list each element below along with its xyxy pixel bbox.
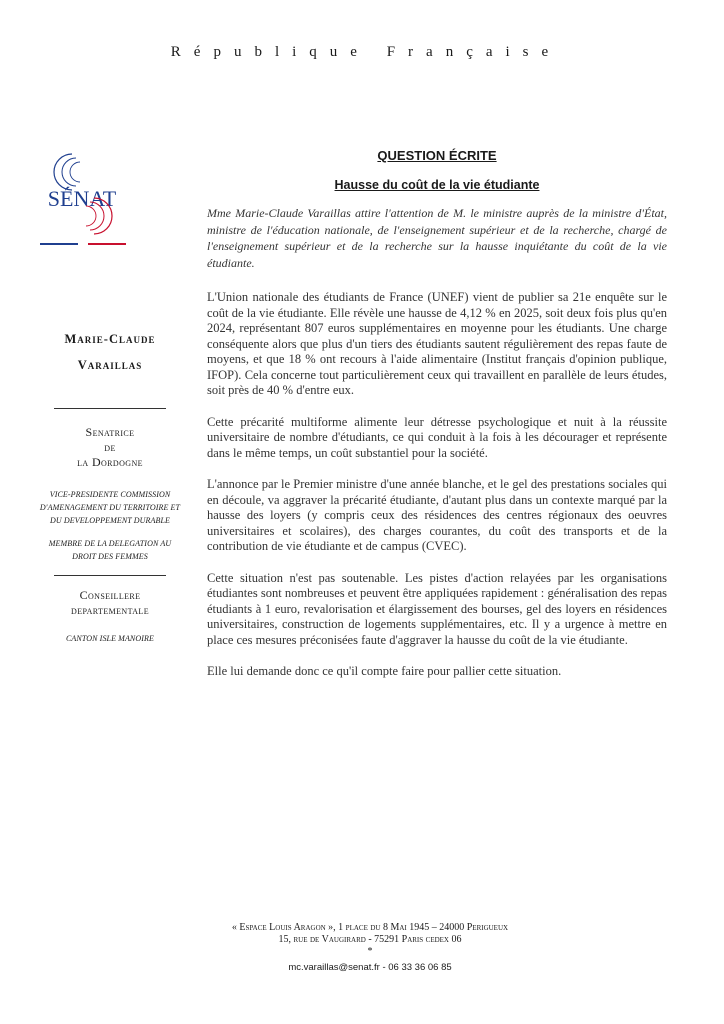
republique-francaise-header: République Française [170,44,562,60]
council-line-1: Conseillere [79,588,141,602]
senator-last-name: Varaillas [77,358,143,372]
question-body [207,148,667,696]
senator-first-name: Marie-Claude [64,332,156,346]
role-line-3: la Dordogne [77,455,143,469]
paragraph: L'Union nationale des étudiants de France (UNEF) vient de publier sa 21e enquête sur le coût de la vie étudiante. Elle révèle une hausse de 4,12 % en 2025, soit deux fois plus qu'en 2024, représentant 807 euros supplémentaires en moyenne pour les étudiants. Une charge conséquente alors que plus d'un tiers des étudiants sautent régulièrement des repas faute de moyens, et que 18 % ont recours à l'aide alimentaire (Institut français d'opinion publique, IFOP). Cela concerne tout particulièrement ceux qui travaillent en parallèle de leurs études, soit près de 40 % d'entre eux. [207,290,667,397]
footer-address-perigueux: « Espace Louis Aragon », 1 place du 8 Mai 1945 – 24000 Perigueux [231,922,509,933]
footer-star: * [367,946,373,957]
paragraph: Cette précarité multiforme alimente leur détresse psychologique et nuit à la réussite universitaire de nombre d'étudiants, ce qui conduit à la fois à les décourager et représente dans le même temps, un coût substantiel pour la société. [207,414,667,460]
senat-logo [38,150,128,250]
senat-logo-text: SÉNAT [47,186,117,211]
paragraph: Elle lui demande donc ce qu'il compte faire pour pallier cette situation. [207,664,562,678]
footer-contact: mc.varaillas@senat.fr - 06 33 36 06 85 [288,962,452,973]
commission-vice-presidence: VICE-PRESIDENTE COMMISSION D'AMENAGEMENT DU TERRITOIRE ET DU DEVELOPPEMENT DURABLE [39,490,181,525]
canton: CANTON ISLE MANOIRE [66,634,154,643]
paragraph: Cette situation n'est pas soutenable. Les pistes d'action relayées par les organisations étudiantes sont nombreuses et peuvent être appliquées rapidement : généralisation des repas étudiants à 1 euro, revalorisation et élargissement des bourses, gel des loyers en résidences universitaires, construction de logements supplémentaires, etc. Il y a urgence à mettre en place ces mesures préconisées faute d'aggraver la hausse du coût de la vie étudiante. [207,570,667,647]
senator-sidebar [30,326,190,645]
question-title: QUESTION ÉCRITE [377,148,497,163]
footer [190,922,550,974]
footer-address-paris: 15, rue de Vaugirard - 75291 Paris cedex 06 [278,934,462,945]
council-line-2: departementale [71,603,149,617]
delegation-droit-des-femmes: MEMBRE DE LA DELEGATION AU DROIT DES FEMMES [48,539,172,561]
question-subtitle: Hausse du coût de la vie étudiante [334,177,540,192]
role-line-1: Senatrice [85,425,135,439]
role-line-2: de [104,440,116,454]
question-intro: Mme Marie-Claude Varaillas attire l'attention de M. le ministre auprès de la ministre d'État, ministre de l'éducation nationale, de l'enseignement supérieur et de la recherche, chargé de l'enseignement supérieur et de la recherche sur la hausse inquiétante du coût de la vie étudiante. [207,206,667,270]
paragraph: L'annonce par le Premier ministre d'une année blanche, et le gel des prestations sociales qui en découle, va aggraver la précarité étudiante, d'autant plus dans un contexte marqué par la hausse des loyers (y compris ceux des résidences des centres régionaux des oeuvres universitaires et scolaires), des charges courantes, du coût des transports et de la contribution de vie étudiante et de campus (CVEC). [207,477,667,553]
